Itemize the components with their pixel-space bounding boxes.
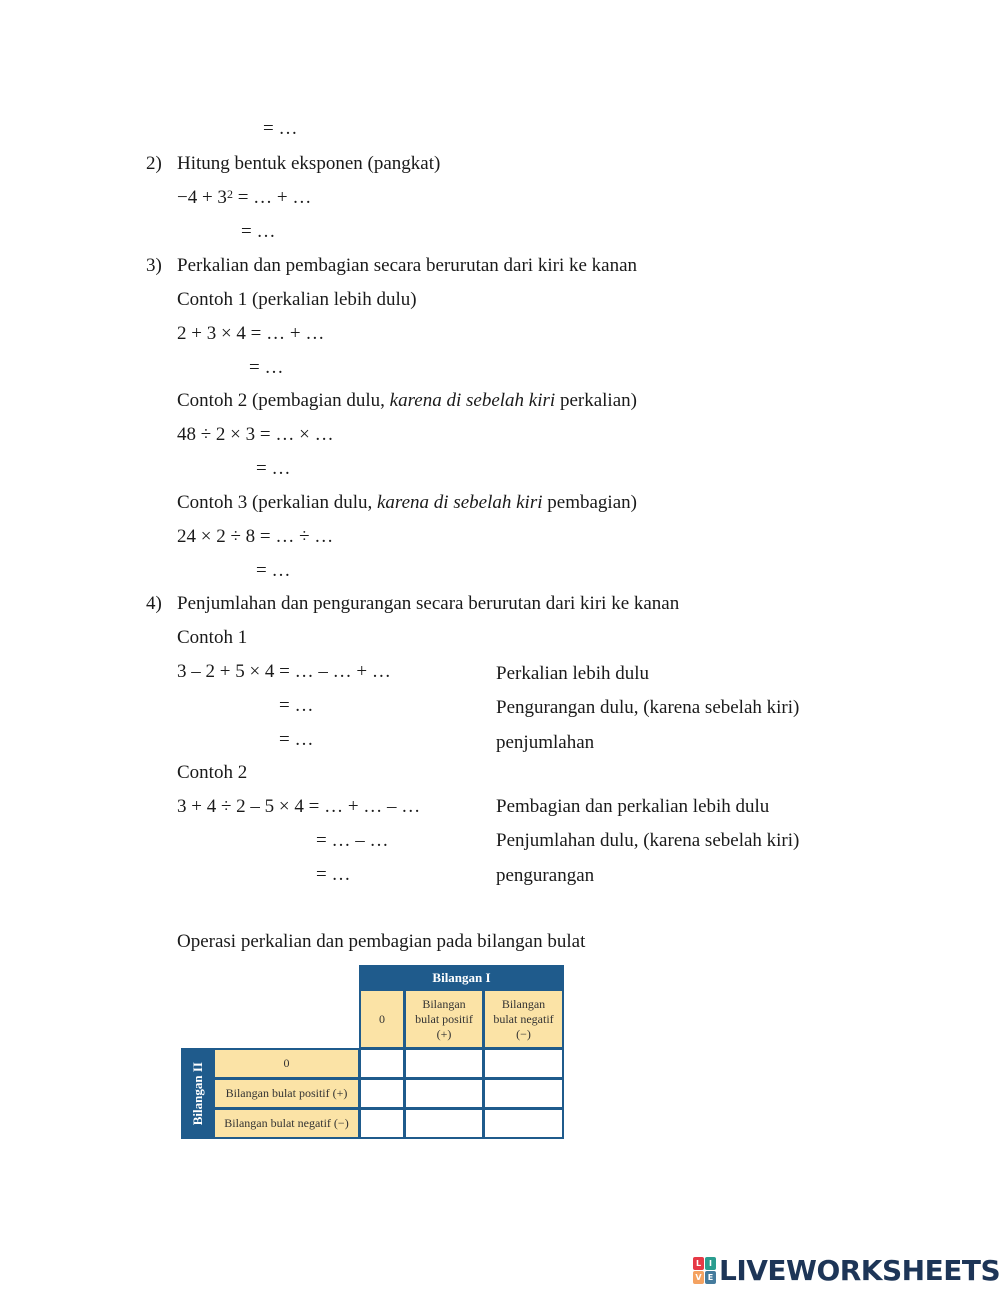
table-cell[interactable] <box>483 1078 564 1109</box>
expression-4-2b: = … – … <box>316 830 389 851</box>
table-cell[interactable] <box>404 1048 484 1079</box>
col-header-positive: Bilangan bulat positif (+) <box>404 989 484 1049</box>
table-cell[interactable] <box>404 1078 484 1109</box>
col-header-negative: Bilangan bulat negatif (−) <box>483 989 564 1049</box>
note-4-2b: Penjumlahan dulu, (karena sebelah kiri) <box>496 830 800 851</box>
expression-2b: = … <box>241 221 276 242</box>
col-header-zero: 0 <box>359 989 405 1049</box>
example-4-2-label: Contoh 2 <box>177 762 248 783</box>
section-caption: Operasi perkalian dan pembagian pada bilangan bulat <box>177 931 586 952</box>
expression-4-1c: = … <box>279 729 314 750</box>
col-group-header: Bilangan I <box>359 965 564 990</box>
logo-letter: L <box>693 1257 704 1270</box>
line-result: = … <box>263 118 298 139</box>
item-heading-3: Perkalian dan pembagian secara berurutan dari kiri ke kanan <box>177 255 638 276</box>
item-heading-4: Penjumlahan dan pengurangan secara berurutan dari kiri ke kanan <box>177 593 680 614</box>
expression-4-1a: 3 – 2 + 5 × 4 = … – … + … <box>177 661 391 682</box>
note-4-1b: Pengurangan dulu, (karena sebelah kiri) <box>496 697 800 718</box>
expression-3-1b: = … <box>249 357 284 378</box>
item-number-3: 3) <box>146 255 162 276</box>
table-cell[interactable] <box>359 1048 405 1079</box>
expression-3-2a: 48 ÷ 2 × 3 = … × … <box>177 424 334 445</box>
liveworksheets-logo <box>693 1253 1000 1287</box>
brand-name: LIVEWORKSHEETS <box>719 1253 1000 1287</box>
expression-4-2a: 3 + 4 ÷ 2 – 5 × 4 = … + … – … <box>177 796 421 817</box>
table-cell[interactable] <box>483 1108 564 1139</box>
item-number-2: 2) <box>146 153 162 174</box>
example-3-3-label: Contoh 3 (perkalian dulu, karena di sebelah kiri pembagian) <box>177 492 637 513</box>
example-3-2-label: Contoh 2 (pembagian dulu, karena di sebelah kiri perkalian) <box>177 390 637 411</box>
table-cell[interactable] <box>404 1108 484 1139</box>
table-cell[interactable] <box>483 1048 564 1079</box>
expression-4-2c: = … <box>316 864 351 885</box>
table-cell[interactable] <box>359 1078 405 1109</box>
note-4-1a: Perkalian lebih dulu <box>496 663 650 684</box>
item-number-4: 4) <box>146 593 162 614</box>
expression-3-2b: = … <box>256 458 291 479</box>
note-4-1c: penjumlahan <box>496 732 595 753</box>
expression-3-1a: 2 + 3 × 4 = … + … <box>177 323 325 344</box>
expression-2a: $-4 + 3^2$ = … + … <box>177 187 312 208</box>
row-header-negative: Bilangan bulat negatif (−) <box>213 1108 360 1139</box>
expression-4-1b: = … <box>279 695 314 716</box>
example-4-1-label: Contoh 1 <box>177 627 248 648</box>
row-group-label: Bilangan II <box>189 1061 205 1126</box>
note-4-2a: Pembagian dan perkalian lebih dulu <box>496 796 770 817</box>
logo-letter: E <box>705 1271 716 1284</box>
expression-3-3b: = … <box>256 560 291 581</box>
row-group-header <box>181 1048 214 1139</box>
row-header-zero: 0 <box>213 1048 360 1079</box>
liveworksheets-icon <box>693 1257 715 1283</box>
row-header-positive: Bilangan bulat positif (+) <box>213 1078 360 1109</box>
item-heading-2: Hitung bentuk eksponen (pangkat) <box>177 153 441 174</box>
expression-3-3a: 24 × 2 ÷ 8 = … ÷ … <box>177 526 334 547</box>
logo-letter: I <box>705 1257 716 1270</box>
note-4-2c: pengurangan <box>496 865 595 886</box>
table-cell[interactable] <box>359 1108 405 1139</box>
logo-letter: V <box>693 1271 704 1284</box>
example-3-1-label: Contoh 1 (perkalian lebih dulu) <box>177 289 417 310</box>
